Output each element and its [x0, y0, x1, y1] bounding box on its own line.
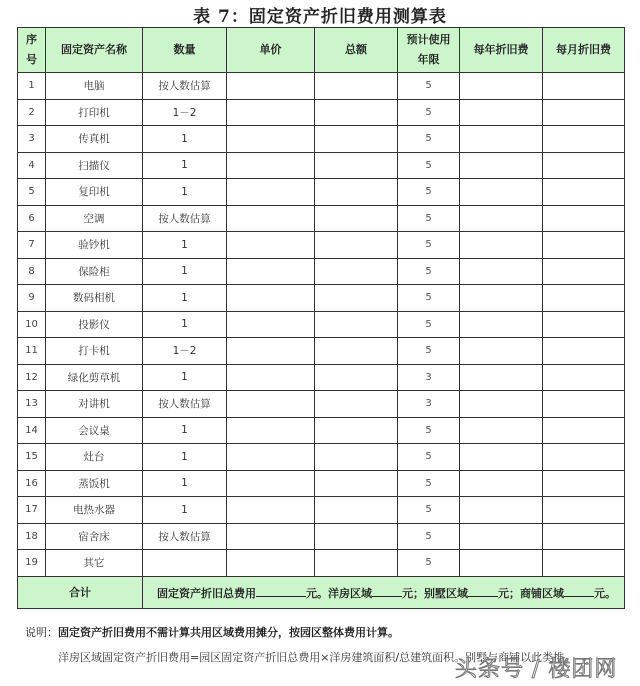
cell-quantity: 1: [143, 126, 227, 153]
cell-annual: [460, 523, 543, 550]
cell-years: 5: [398, 285, 460, 312]
cell-monthly: [543, 417, 625, 444]
cell-quantity: 1－2: [143, 99, 227, 126]
cell-years: 5: [398, 258, 460, 285]
cell-annual: [460, 285, 543, 312]
cell-total: [315, 550, 398, 577]
cell-years: 5: [398, 444, 460, 471]
cell-annual: [460, 497, 543, 524]
cell-quantity: 1－2: [143, 338, 227, 365]
cell-total: [315, 523, 398, 550]
cell-seq: 14: [18, 417, 46, 444]
cell-years: 5: [398, 232, 460, 259]
cell-seq: 4: [18, 152, 46, 179]
table-row: [18, 99, 625, 126]
cell-monthly: [543, 205, 625, 232]
cell-seq: 5: [18, 179, 46, 206]
cell-years: 5: [398, 205, 460, 232]
cell-unit-price: [227, 205, 315, 232]
cell-name: 打印机: [46, 99, 143, 126]
table-row: [18, 258, 625, 285]
cell-annual: [460, 73, 543, 100]
cell-unit-price: [227, 338, 315, 365]
cell-seq: 18: [18, 523, 46, 550]
cell-quantity: 1: [143, 285, 227, 312]
cell-unit-price: [227, 232, 315, 259]
table-row: [18, 550, 625, 577]
cell-monthly: [543, 258, 625, 285]
table-row: [18, 126, 625, 153]
table-title: 表 7：固定资产折旧费用测算表: [193, 7, 447, 27]
cell-total: [315, 152, 398, 179]
header-total: 总额: [315, 28, 398, 73]
cell-total: [315, 232, 398, 259]
cell-quantity: 1: [143, 232, 227, 259]
cell-total: [315, 338, 398, 365]
cell-seq: 7: [18, 232, 46, 259]
cell-monthly: [543, 73, 625, 100]
cell-seq: 1: [18, 73, 46, 100]
cell-total: [315, 444, 398, 471]
header-name: 固定资产名称: [46, 28, 143, 73]
cell-seq: 2: [18, 99, 46, 126]
cell-monthly: [543, 523, 625, 550]
cell-quantity: 按人数估算: [143, 391, 227, 418]
cell-total: [315, 179, 398, 206]
cell-unit-price: [227, 470, 315, 497]
cell-annual: [460, 205, 543, 232]
cell-name: 打卡机: [46, 338, 143, 365]
cell-total: [315, 497, 398, 524]
cell-seq: 19: [18, 550, 46, 577]
cell-quantity: 1: [143, 311, 227, 338]
cell-annual: [460, 417, 543, 444]
table-row: [18, 73, 625, 100]
cell-name: 宿舍床: [46, 523, 143, 550]
cell-quantity: 1: [143, 179, 227, 206]
cell-name: 投影仪: [46, 311, 143, 338]
cell-monthly: [543, 364, 625, 391]
total-summary: 固定资产折旧总费用 元。洋房区域 元；别墅区域 元；商铺区域 元。: [143, 576, 625, 608]
cell-quantity: 1: [143, 152, 227, 179]
cell-name: 蒸饭机: [46, 470, 143, 497]
cell-annual: [460, 258, 543, 285]
cell-unit-price: [227, 523, 315, 550]
watermark: 头条号 / 楼团网: [455, 657, 618, 682]
cell-years: 5: [398, 338, 460, 365]
table-row: [18, 391, 625, 418]
header-monthly: 每月折旧费: [543, 28, 625, 73]
cell-name: 数码相机: [46, 285, 143, 312]
cell-years: 5: [398, 179, 460, 206]
cell-name: 传真机: [46, 126, 143, 153]
table-row: [18, 311, 625, 338]
cell-annual: [460, 338, 543, 365]
cell-unit-price: [227, 311, 315, 338]
cell-quantity: 1: [143, 258, 227, 285]
cell-quantity: 1: [143, 417, 227, 444]
cell-years: 5: [398, 126, 460, 153]
villa-blank[interactable]: [372, 584, 402, 597]
cell-monthly: [543, 444, 625, 471]
cell-unit-price: [227, 364, 315, 391]
cell-monthly: [543, 497, 625, 524]
cell-years: 5: [398, 550, 460, 577]
cell-monthly: [543, 232, 625, 259]
cell-unit-price: [227, 179, 315, 206]
table-row: [18, 152, 625, 179]
cell-unit-price: [227, 391, 315, 418]
cell-monthly: [543, 152, 625, 179]
table-row: [18, 523, 625, 550]
table-row: [18, 232, 625, 259]
cell-name: 空调: [46, 205, 143, 232]
table-row: [18, 205, 625, 232]
cell-annual: [460, 364, 543, 391]
cell-quantity: 按人数估算: [143, 205, 227, 232]
header-quantity: 数量: [143, 28, 227, 73]
cell-name: 电热水器: [46, 497, 143, 524]
cell-quantity: 1: [143, 444, 227, 471]
cell-unit-price: [227, 99, 315, 126]
cell-quantity: [143, 550, 227, 577]
cell-seq: 16: [18, 470, 46, 497]
cell-total: [315, 285, 398, 312]
table-row: [18, 179, 625, 206]
cell-unit-price: [227, 258, 315, 285]
cell-quantity: 1: [143, 364, 227, 391]
cell-annual: [460, 179, 543, 206]
cell-seq: 17: [18, 497, 46, 524]
cell-total: [315, 470, 398, 497]
cell-years: 5: [398, 99, 460, 126]
header-row: [18, 28, 625, 73]
cell-name: 会议桌: [46, 417, 143, 444]
note-line-1: 说明：固定资产折旧费用不需计算共用区域费用摊分，按园区整体费用计算。: [25, 626, 399, 639]
cell-unit-price: [227, 126, 315, 153]
depreciation-table: [17, 27, 625, 609]
cell-annual: [460, 311, 543, 338]
header-seq: 序 号: [18, 28, 46, 73]
cell-seq: 10: [18, 311, 46, 338]
header-years: 预计使用 年限: [398, 28, 460, 73]
cell-total: [315, 126, 398, 153]
cell-total: [315, 99, 398, 126]
cell-annual: [460, 444, 543, 471]
cell-annual: [460, 99, 543, 126]
cell-quantity: 按人数估算: [143, 73, 227, 100]
cell-years: 5: [398, 523, 460, 550]
note-line-2: 洋房区域固定资产折旧费用=园区固定资产折旧总费用×洋房建筑面积/总建筑面积。别墅与商铺以此类推。: [58, 651, 576, 664]
cell-monthly: [543, 470, 625, 497]
cell-seq: 15: [18, 444, 46, 471]
cell-monthly: [543, 99, 625, 126]
cell-seq: 3: [18, 126, 46, 153]
cell-total: [315, 205, 398, 232]
cell-seq: 13: [18, 391, 46, 418]
cell-monthly: [543, 285, 625, 312]
table-row: [18, 497, 625, 524]
cell-seq: 9: [18, 285, 46, 312]
cell-years: 5: [398, 152, 460, 179]
cell-monthly: [543, 179, 625, 206]
cell-total: [315, 311, 398, 338]
cell-years: 3: [398, 364, 460, 391]
cell-years: 5: [398, 73, 460, 100]
cell-name: 验钞机: [46, 232, 143, 259]
cell-name: 对讲机: [46, 391, 143, 418]
cell-annual: [460, 391, 543, 418]
header-unit-price: 单价: [227, 28, 315, 73]
cell-years: 5: [398, 417, 460, 444]
house-blank[interactable]: [468, 584, 498, 597]
cell-quantity: 按人数估算: [143, 523, 227, 550]
cell-seq: 12: [18, 364, 46, 391]
cell-total: [315, 258, 398, 285]
table-row: [18, 338, 625, 365]
cell-years: 5: [398, 470, 460, 497]
cell-seq: 11: [18, 338, 46, 365]
cell-name: 保险柜: [46, 258, 143, 285]
shop-blank[interactable]: [564, 584, 594, 597]
cell-name: 复印机: [46, 179, 143, 206]
cell-monthly: [543, 126, 625, 153]
cell-seq: 6: [18, 205, 46, 232]
cell-unit-price: [227, 550, 315, 577]
cell-unit-price: [227, 152, 315, 179]
cell-total: [315, 391, 398, 418]
cell-annual: [460, 126, 543, 153]
cell-years: 5: [398, 311, 460, 338]
table-row: [18, 470, 625, 497]
cell-annual: [460, 152, 543, 179]
cell-unit-price: [227, 73, 315, 100]
total-blank[interactable]: [256, 584, 306, 597]
total-row: [18, 576, 625, 608]
cell-monthly: [543, 338, 625, 365]
cell-quantity: 1: [143, 470, 227, 497]
cell-name: 扫描仪: [46, 152, 143, 179]
cell-name: 灶台: [46, 444, 143, 471]
table-row: [18, 285, 625, 312]
header-annual: 每年折旧费: [460, 28, 543, 73]
cell-years: 5: [398, 497, 460, 524]
cell-unit-price: [227, 497, 315, 524]
cell-monthly: [543, 391, 625, 418]
cell-years: 3: [398, 391, 460, 418]
table-row: [18, 444, 625, 471]
cell-name: 绿化剪草机: [46, 364, 143, 391]
total-label: 合计: [18, 576, 143, 608]
cell-annual: [460, 550, 543, 577]
cell-quantity: 1: [143, 497, 227, 524]
cell-monthly: [543, 311, 625, 338]
cell-annual: [460, 470, 543, 497]
cell-monthly: [543, 550, 625, 577]
cell-unit-price: [227, 417, 315, 444]
table-row: [18, 417, 625, 444]
cell-total: [315, 73, 398, 100]
cell-name: 其它: [46, 550, 143, 577]
cell-unit-price: [227, 285, 315, 312]
cell-name: 电脑: [46, 73, 143, 100]
cell-total: [315, 364, 398, 391]
cell-unit-price: [227, 444, 315, 471]
cell-seq: 8: [18, 258, 46, 285]
cell-annual: [460, 232, 543, 259]
table-row: [18, 364, 625, 391]
cell-total: [315, 417, 398, 444]
